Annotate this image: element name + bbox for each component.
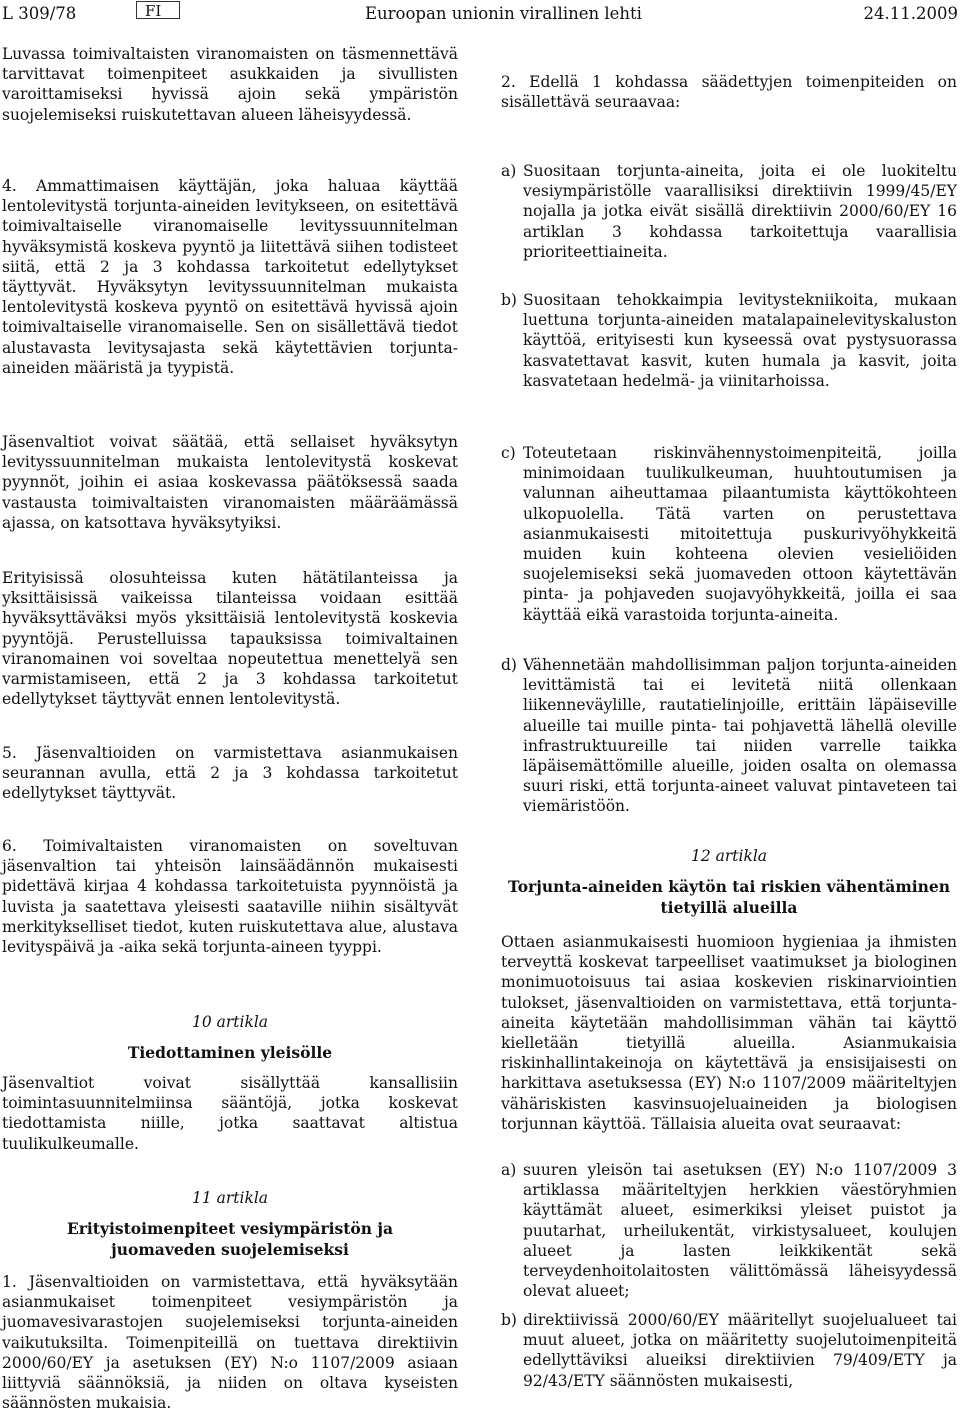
member-states-paragraph: Jäsenvaltiot voivat säätää, että sellaiset hyväksytyn levityssuunnitelman mukaista lentolevitystä koskevat pyynnöt, joihin ei asiaa koskevassa päätöksessä saada vastausta toimivaltaisten viranomaisten määräämässä ajassa, on katsottava hyväksytyiksi. [2,433,458,532]
list-item [501,161,957,262]
journal-title: Euroopan unionin virallinen lehti [365,4,642,23]
article-12-text: Ottaen asianmukaisesti huomioon hygieniaa ja ihmisten terveyttä koskevat tarpeelliset vaatimukset ja biologinen monimuotoisuus tai asiaa koskevien riskinarviointien tulokset, jäsenvaltioiden on varmistettava, että torjunta-aineita käytetään mahdollisimman vähän tai käyttö kielletään tietyillä alueilla. Asianmukaisia riskinhallintakeinoja on käytettävä ja ensisijaisesti on harkittava asetuksessa (EY) N:o 1107/2009 määriteltyjen vähäriskisten kasvinsuojeluaineiden ja biologisen torjunnan käyttöä. Tällaisia alueita ovat seuraavat: [501,933,957,1133]
list-item-text: suuren yleisön tai asetuksen (EY) N:o 1107/2009 3 artiklassa määriteltyjen herkkien väestöryhmien käyttämät alueet, esimerkiksi yleiset puistot ja puutarhat, urheilukentät, virkistysalueet, koulujen alueet ja lasten leikkikentät sekä terveydenhoitolaitosten välittömässä läheisyydessä olevat alueet; [523,1161,957,1301]
paragraph-4: 4. Ammattimaisen käyttäjän, joka haluaa käyttää lentolevitystä torjunta-aineiden levitykseen, on esitettävä toimivaltaiselle viranomaiselle levityssuunnitelman hyväksymistä koskeva pyyntö ja liitettävä siihen todisteet siitä, että 2 ja 3 kohdassa tarkoitetut edellytykset täyttyvät. Hyväksytyn levityssuunnitelman mukaista lentolevitystä koskeva pyyntö on esitettävä hyvissä ajoin toimivaltaiselle viranomaiselle. Sen on sisällettävä tiedot alustavasta levitysajasta sekä käytettävien torjunta-aineiden määristä ja tyypistä. [2,177,458,377]
language-box: FI [136,1,180,19]
paragraph-2: 2. Edellä 1 kohdassa säädettyjen toimenpiteiden on sisällettävä seuraavaa: [501,73,957,112]
article-10-title: Tiedottaminen yleisölle [127,1043,333,1062]
list-item-label: b) [501,1311,517,1329]
list-item [501,290,957,391]
article-10-number: 10 artikla [191,1013,269,1031]
list-item [501,655,957,817]
page-reference: L 309/78 [2,4,77,23]
list-item-text: Suositaan tehokkaimpia levitystekniikoita, mukaan luettuna torjunta-aineiden matalapainelevityskaluston käyttöä, erityisesti kun kyseessä ovat pystysuorassa kasvatettavat kasvit, kuten humala ja kasvit, joita kasvatetaan hedelmä- ja viinitarhoissa. [523,291,957,390]
article-11-title: Erityistoimenpiteet vesiympäristön ja juomaveden suojelemiseksi [66,1219,394,1259]
list-item-label: b) [501,291,517,309]
list-item-label: a) [501,162,517,180]
list-item [501,443,957,625]
list-item-label: d) [501,656,517,674]
list-item-text: Suositaan torjunta-aineita, joita ei ole luokiteltu vesiympäristölle vaarallisiksi direktiivin 1999/45/EY nojalla ja jotka eivät sisällä direktiivin 2000/60/EY 16 artiklan 3 kohdassa tarkoitettuja vaarallisia prioriteettiaineita. [523,162,957,261]
article-10-text: Jäsenvaltiot voivat sisällyttää kansallisiin toimintasuunnitelmiinsa sääntöjä, jotka koskevat tiedottamista niille, jotka saattavat altistua tuulikulkeumalle. [2,1074,458,1153]
publication-date: 24.11.2009 [863,4,958,23]
list-item-text: direktiivissä 2000/60/EY määritellyt suojelualueet tai muut alueet, jotka on määritetty suojelutoimenpiteitä edellyttäviksi alueiksi direktiivien 79/409/ETY ja 92/43/ETY säännösten mukaisesti, [523,1311,957,1390]
list-item-label: c) [501,444,516,462]
intro-paragraph: Luvassa toimivaltaisten viranomaisten on täsmennettävä tarvittavat toimenpiteet asukkaiden ja sivullisten varoittamiseksi hyvissä ajoin sekä ympäristön suojelemiseksi ruiskutettavan alueen läheisyydessä. [2,45,458,124]
list-item [501,1160,957,1301]
article-11-paragraph-1: 1. Jäsenvaltioiden on varmistettava, että hyväksytään asianmukaiset toimenpiteet vesiympäristön ja juomavesivarastojen suojelemiseksi torjunta-aineiden vaikutuksilta. Toimenpiteillä on tuettava direktiivin 2000/60/EY ja asetuksen (EY) N:o 1107/2009 asiaan liittyviä säännöksiä, ja niiden on oltava kyseisten säännösten mukaisia. [2,1273,458,1413]
article-12-title: Torjunta-aineiden käytön tai riskien vähentäminen tietyillä alueilla [507,877,951,917]
list-item [501,1310,957,1391]
paragraph-5: 5. Jäsenvaltioiden on varmistettava asianmukaisen seurannan avulla, että 2 ja 3 kohdassa tarkoitetut edellytykset täyttyvät. [2,744,458,803]
list-item-label: a) [501,1161,517,1179]
special-circumstances-paragraph: Erityisissä olosuhteissa kuten hätätilanteissa ja yksittäisissä vaikeissa tilanteissa voidaan esittää hyväksyttäväksi myös yksittäisiä lentolevitystä koskevia pyyntöjä. Perustelluissa tapauksissa toimivaltainen viranomainen voi soveltaa nopeutettua menettelyä sen varmistamiseen, että 2 ja 3 kohdassa tarkoitetut edellytykset täyttyvät ennen lentolevitystä. [2,569,458,709]
article-11-number: 11 artikla [191,1189,269,1207]
list-item-text: Toteutetaan riskinvähennystoimenpiteitä, joilla minimoidaan tuulikulkeuman, huuhtoutumisen ja valunnan aiheuttamaa pilaantumista käyttökohteen ulkopuolella. Tätä varten on perustettava asianmukaisesti mitoitettuja puskurivyöhykkeitä muiden kuin kohteena olevien vesieliöiden suojelemiseksi sekä juomaveden ottoon käytettävän pinta- ja pohjaveden suojavyöhykkeitä, joilla ei saa käyttää eikä varastoida torjunta-aineita. [523,444,957,624]
list-item-text: Vähennetään mahdollisimman paljon torjunta-aineiden levittämistä tai ei levitetä niitä ollenkaan liikenneväylille, rautatielinjoille, erittäin läpäiseville alueille tai muille pinta- tai pohjavettä lähellä oleville infrastruktuureille tai niiden varrelle taikka läpäisemättömille alueille, joiden osalta on olemassa suuri riski, että torjunta-aineet valuvat pintaveteen tai viemäristöön. [523,656,957,816]
article-12-number: 12 artikla [690,847,768,865]
paragraph-6: 6. Toimivaltaisten viranomaisten on soveltuvan jäsenvaltion tai yhteisön lainsäädännön mukaisesti pidettävä kirjaa 4 kohdassa tarkoitetuista pyynnöistä ja luvista ja saatettava yleisesti saataville niihin sisältyvät merkitykselliset tiedot, kuten ruiskutettava alue, alustava levityspäivä ja -aika sekä torjunta-aineen tyyppi. [2,837,458,957]
